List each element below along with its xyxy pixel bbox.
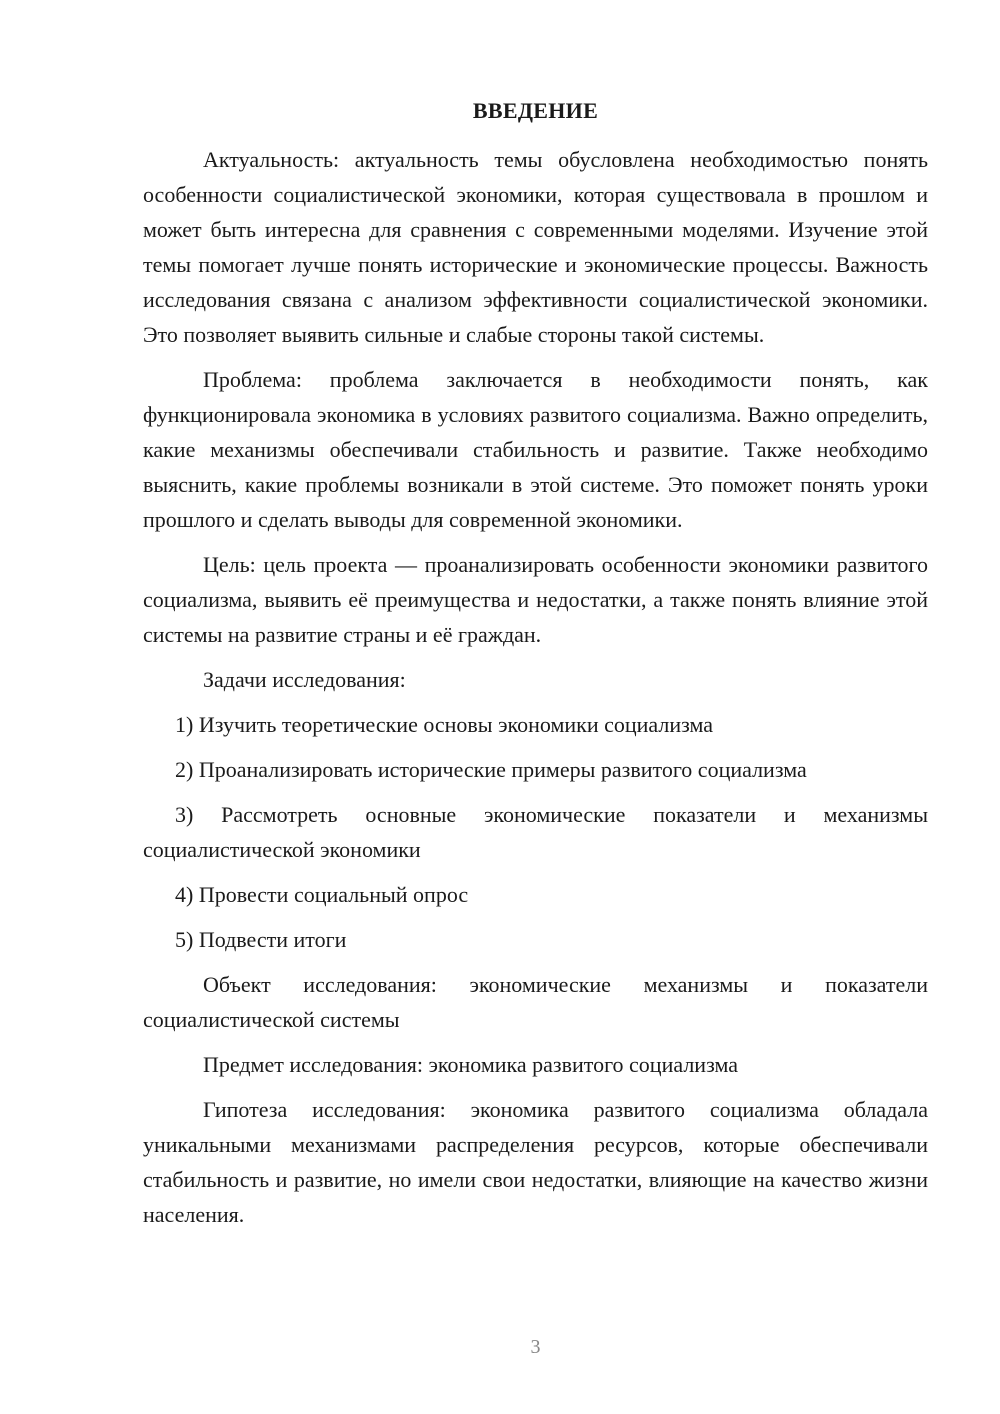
list-item: 3) Рассмотреть основные экономические показатели и механизмы социалистической экономики	[143, 802, 928, 862]
page-title: ВВЕДЕНИЕ	[472, 98, 599, 123]
list-item: 1) Изучить теоретические основы экономики социализма	[175, 712, 714, 737]
paragraph-object: Объект исследования: экономические механизмы и показатели социалистической системы	[143, 972, 928, 1032]
tasks-heading: Задачи исследования:	[203, 667, 406, 692]
paragraph-subject: Предмет исследования: экономика развитого социализма	[203, 1052, 738, 1077]
paragraph-relevance: Актуальность: актуальность темы обусловлена необходимостью понять особенности социалистической экономики, которая существовала в прошлом и может быть интересна для сравнения с современными моделями. Изучение этой темы помогает лучше понять исторические и экономические процессы. Важность исследования связана с анализом эффективности социалистической экономики. Это позволяет выявить сильные и слабые стороны такой системы.	[143, 147, 928, 347]
document-page	[143, 0, 928, 1414]
page-number: 3	[530, 1336, 541, 1358]
tasks-list	[143, 707, 928, 957]
paragraph-problem: Проблема: проблема заключается в необходимости понять, как функционировала экономика в условиях развитого социализма. Важно определить, какие механизмы обеспечивали стабильность и развитие. Также необходимо выяснить, какие проблемы возникали в этой системе. Это поможет понять уроки прошлого и сделать выводы для современной экономики.	[143, 367, 928, 532]
list-item: 5) Подвести итоги	[175, 927, 347, 952]
list-item: 4) Провести социальный опрос	[175, 882, 469, 907]
document-body	[143, 142, 928, 1242]
list-item: 2) Проанализировать исторические примеры развитого социализма	[175, 757, 807, 782]
paragraph-goal: Цель: цель проекта — проанализировать особенности экономики развитого социализма, выявить её преимущества и недостатки, а также понять влияние этой системы на развитие страны и её граждан.	[143, 552, 928, 647]
paragraph-hypothesis: Гипотеза исследования: экономика развитого социализма обладала уникальными механизмами распределения ресурсов, которые обеспечивали стабильность и развитие, но имели свои недостатки, влияющие на качество жизни населения.	[143, 1097, 928, 1227]
